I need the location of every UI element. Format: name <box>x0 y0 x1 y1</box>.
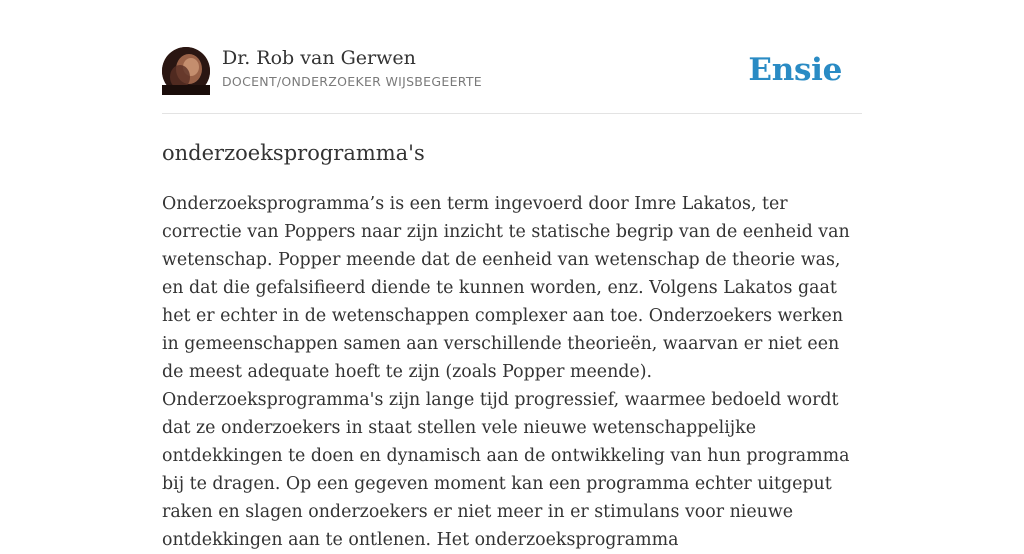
entry-body: Onderzoeksprogramma’s is een term ingevoerd door Imre Lakatos, ter correctie van Poppers naar zijn inzicht te statische begrip van de eenheid van wetenschap. Popper meende dat de eenheid van wetenschap de theorie was, en dat die gefalsifieerd diende te kunnen worden, enz. Volgens Lakatos gaat het er echter in de wetenschappen complexer aan toe. Onderzoekers werken in gemeenschappen samen aan verschillende theorieën, waarvan er niet een de meest adequate hoeft te zijn (zoals Popper meende). Onderzoeksprogramma's zijn lange tijd progressief, waarmee bedoeld wordt dat ze onderzoekers in staat stellen vele nieuwe wetenschappelijke ontdekkingen te doen en dynamisch aan de ontwikkeling van hun programma bij te dragen. Op een gegeven moment kan een programma echter uitgeput raken en slagen onderzoekers er niet meer in er stimulans voor nieuwe ontdekkingen aan te ontlenen. Het onderzoeksprogramma <box>162 194 850 550</box>
avatar-photo-icon <box>162 47 210 95</box>
entry-title: onderzoeksprogramma's <box>162 141 425 165</box>
author-header <box>162 46 862 96</box>
ensie-logo[interactable]: Ensie <box>748 52 842 88</box>
header-divider <box>162 113 862 114</box>
author-name[interactable]: Dr. Rob van Gerwen <box>222 47 416 69</box>
author-role: DOCENT/ONDERZOEKER WIJSBEGEERTE <box>222 74 482 89</box>
author-avatar[interactable] <box>162 47 210 95</box>
